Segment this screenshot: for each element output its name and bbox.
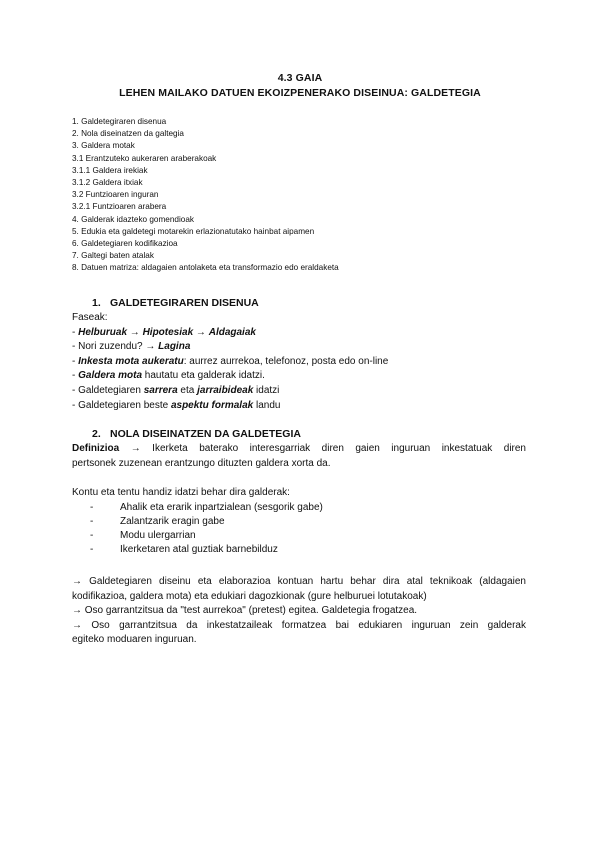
toc-item: 3.1.1 Galdera irekiak (72, 165, 148, 175)
phase-line-2: - Nori zuzendu? → Lagina (72, 341, 191, 353)
section-1-heading (92, 297, 259, 309)
list-item: - Modu ulergarrian (90, 529, 196, 541)
definition-label: Definizioa (72, 443, 120, 454)
toc-item: 3.2 Funtzioaren inguran (72, 190, 159, 200)
phase-line-3: - Inkesta mota aukeratu: aurrez aurrekoa, telefonoz, posta edo on-line (72, 355, 389, 367)
guideline-list (90, 501, 323, 558)
section-1-intro: Faseak: (72, 312, 108, 323)
definition-paragraph: Definizioa → Ikerketa baterako interesgarriak diren gaien inguruan inkestatuak diren pertsonek zuzenean erantzungo dituzten galdera xorta da. (72, 443, 526, 469)
list-item: - Ikerketaren atal guztiak barnebilduz (90, 544, 278, 556)
table-of-contents (72, 116, 339, 275)
note-paragraph-2: → Oso garrantzitsua da "test aurrekoa" (pretest) egitea. Galdetegia frogatzea. (72, 605, 418, 617)
list-item: - Ahalik eta erarik inpartzialean (sesgorik gabe) (90, 501, 323, 513)
toc-item: 3.1.2 Galdera itxiak (72, 178, 143, 188)
document-subtitle: LEHEN MAILAKO DATUEN EKOIZPENERAKO DISEINUA: GALDETEGIA (119, 87, 481, 99)
phase-line-1: - Helburuak → Hipotesiak → Aldagaiak (72, 326, 256, 338)
section-1-title: GALDETEGIRAREN DISENUA (110, 297, 259, 309)
phase-line-6: - Galdetegiaren beste aspektu formalak landu (72, 399, 281, 411)
toc-item: 4. Galderak idazteko gomendioak (72, 214, 194, 224)
careful-intro: Kontu eta tentu handiz idatzi behar dira galderak: (72, 487, 290, 498)
toc-item: 3.1 Erantzuteko aukeraren araberakoak (72, 153, 217, 163)
toc-item: 3. Galdera motak (72, 141, 135, 151)
toc-item: 3.2.1 Funtzioaren arabera (72, 202, 167, 212)
section-1-number: 1. (92, 297, 101, 309)
document-title: 4.3 GAIA (277, 72, 323, 84)
toc-item: 7. Galtegi baten atalak (72, 251, 154, 261)
toc-item: 2. Nola diseinatzen da galtegia (72, 129, 184, 139)
phase-line-4: - Galdera mota hautatu eta galderak idatzi. (72, 370, 265, 382)
section-2-number: 2. (92, 428, 101, 440)
phase-line-5: - Galdetegiaren sarrera eta jarraibideak idatzi (72, 385, 280, 396)
note-paragraph-3: → Oso garrantzitsua da inkestatzaileak formatzea bai edukiaren inguruan zein galderak egiteko moduaren inguruan. (72, 619, 526, 646)
note-paragraph-1: → Galdetegiaren diseinu eta elaborazioa kontuan hartu behar dira atal teknikoak (aldagaien kodifikazioa, galdera mota) eta edukiari dagozkionak (gure helburuei lotutakoak) (72, 576, 526, 602)
toc-item: 8. Datuen matriza: aldagaien antolaketa eta transformazio edo eraldaketa (72, 263, 339, 273)
list-item: - Zalantzarik eragin gabe (90, 515, 225, 527)
toc-item: 1. Galdetegiraren disenua (72, 117, 167, 126)
section-2-heading (92, 428, 301, 440)
toc-item: 5. Edukia eta galdetegi motarekin erlazionatutako hainbat aipamen (72, 226, 315, 236)
section-2-title: NOLA DISEINATZEN DA GALDETEGIA (110, 428, 301, 440)
toc-item: 6. Galdetegiaren kodifikazioa (72, 239, 178, 249)
